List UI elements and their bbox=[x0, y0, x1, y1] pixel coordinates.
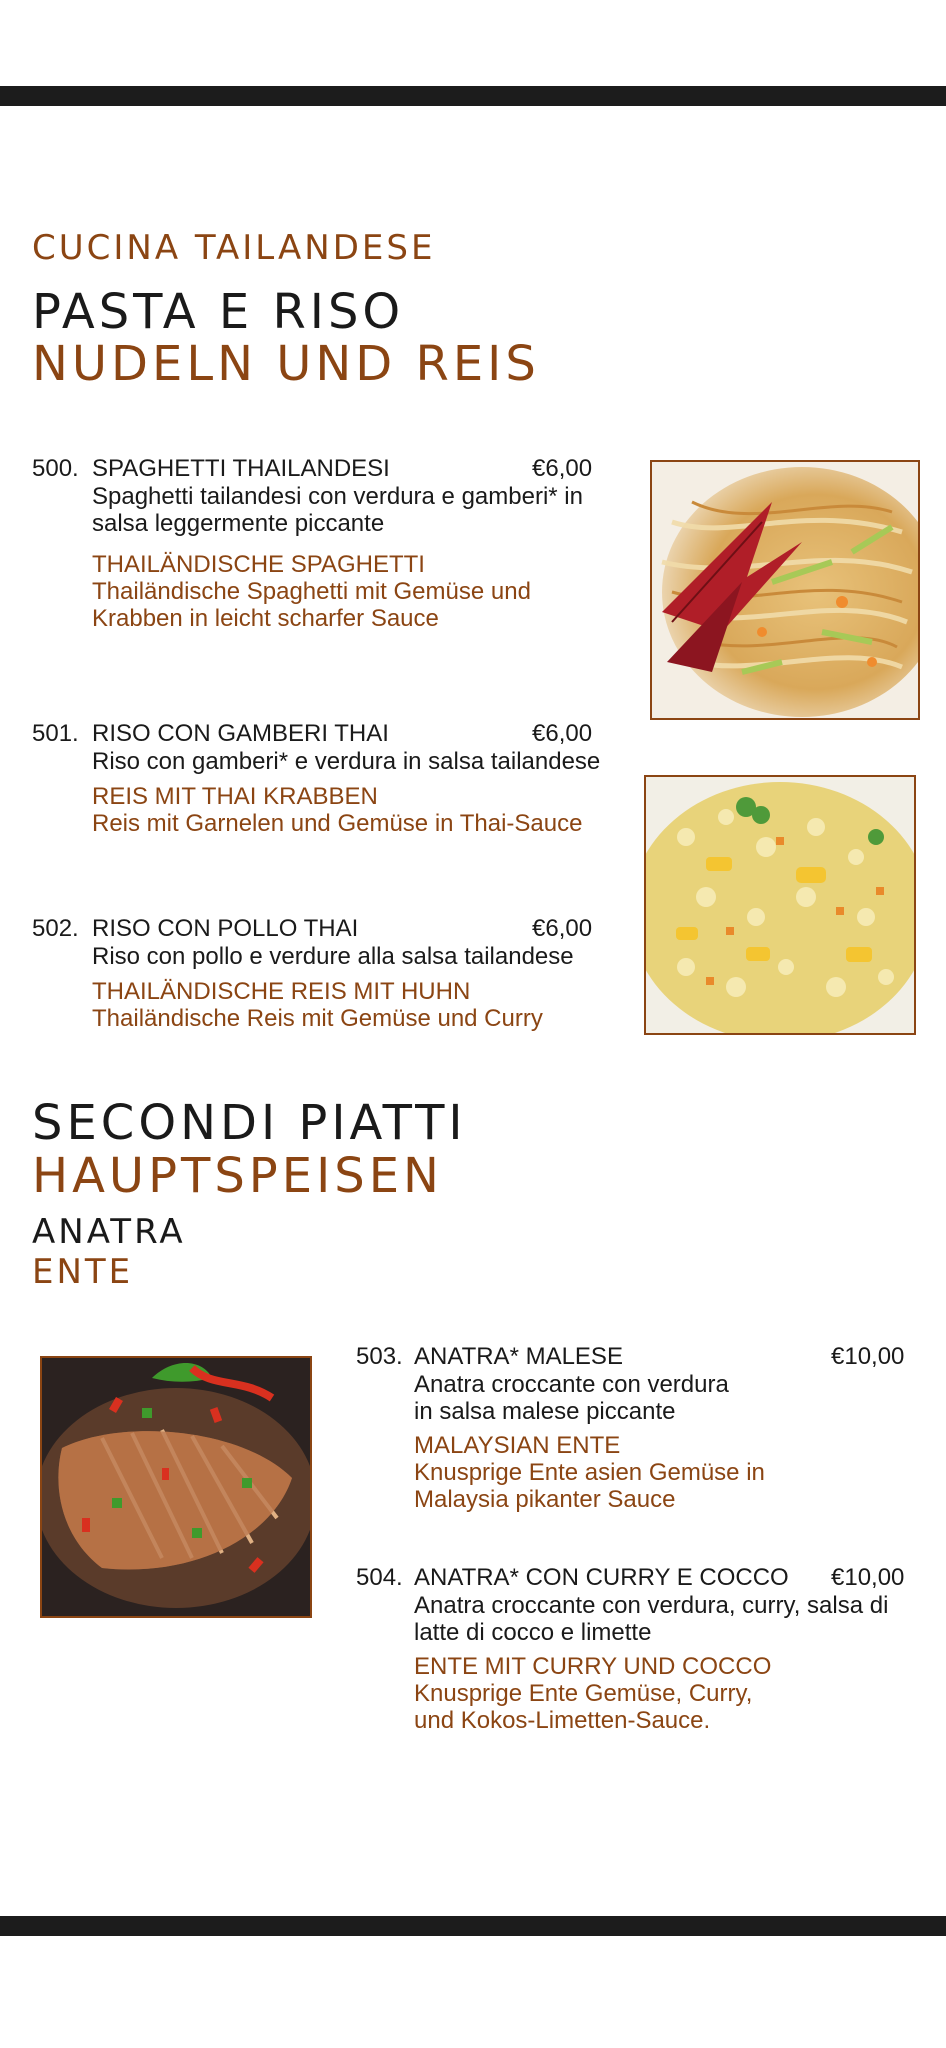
item-desc-de: Malaysia pikanter Sauce bbox=[414, 1486, 676, 1513]
fried-rice-illustration bbox=[646, 777, 914, 1033]
item-price: €6,00 bbox=[532, 455, 593, 482]
subsection-de: ENTE bbox=[32, 1252, 134, 1292]
item-desc-it: Riso con gamberi* e verdura in salsa tailandese bbox=[92, 748, 601, 775]
fried-rice-photo bbox=[644, 775, 916, 1035]
item-desc-it: in salsa malese piccante bbox=[414, 1398, 676, 1425]
item-title-de: ENTE MIT CURRY UND COCCO bbox=[414, 1653, 772, 1680]
item-desc-de: Thailändische Spaghetti mit Gemüse und bbox=[92, 578, 531, 605]
menu-item-502 bbox=[32, 915, 632, 1035]
item-title-de: THAILÄNDISCHE SPAGHETTI bbox=[92, 551, 425, 578]
item-price: €10,00 bbox=[831, 1564, 905, 1591]
item-desc-de: Krabben in leicht scharfer Sauce bbox=[92, 605, 439, 632]
item-desc-de: Thailändische Reis mit Gemüse und Curry bbox=[92, 1005, 543, 1032]
item-name: SPAGHETTI THAILANDESI bbox=[92, 455, 390, 482]
item-number: 503. bbox=[356, 1343, 403, 1370]
item-name: RISO CON POLLO THAI bbox=[92, 915, 359, 942]
secondi-title-de: HAUPTSPEISEN bbox=[32, 1148, 443, 1204]
item-name: ANATRA* MALESE bbox=[414, 1343, 623, 1370]
menu-item-503 bbox=[356, 1343, 926, 1523]
secondi-title-it: SECONDI PIATTI bbox=[32, 1095, 467, 1151]
item-name: ANATRA* CON CURRY E COCCO bbox=[414, 1564, 789, 1591]
item-desc-de: Reis mit Garnelen und Gemüse in Thai-Sauce bbox=[92, 810, 583, 837]
item-number: 504. bbox=[356, 1564, 403, 1591]
item-number: 501. bbox=[32, 720, 79, 747]
item-number: 500. bbox=[32, 455, 79, 482]
top-divider-bar bbox=[0, 86, 946, 106]
noodles-photo bbox=[650, 460, 920, 720]
item-title-de: THAILÄNDISCHE REIS MIT HUHN bbox=[92, 978, 471, 1005]
section-title-de: NUDELN UND REIS bbox=[32, 336, 540, 392]
subsection-it: ANATRA bbox=[32, 1212, 186, 1252]
menu-item-501 bbox=[32, 720, 632, 840]
item-desc-it: Riso con pollo e verdure alla salsa tailandese bbox=[92, 943, 574, 970]
item-desc-de: Knusprige Ente Gemüse, Curry, bbox=[414, 1680, 753, 1707]
item-price: €6,00 bbox=[532, 915, 593, 942]
duck-photo bbox=[40, 1356, 312, 1618]
bottom-divider-bar bbox=[0, 1916, 946, 1936]
section-title-it: PASTA E RISO bbox=[32, 284, 405, 340]
menu-item-504 bbox=[356, 1564, 926, 1744]
item-number: 502. bbox=[32, 915, 79, 942]
item-desc-it: Spaghetti tailandesi con verdura e gamberi* in bbox=[92, 483, 583, 510]
item-title-de: REIS MIT THAI KRABBEN bbox=[92, 783, 378, 810]
cuisine-label: CUCINA TAILANDESE bbox=[32, 228, 436, 268]
item-desc-it: salsa leggermente piccante bbox=[92, 510, 385, 537]
item-desc-de: Knusprige Ente asien Gemüse in bbox=[414, 1459, 765, 1486]
item-title-de: MALAYSIAN ENTE bbox=[414, 1432, 621, 1459]
item-desc-it: Anatra croccante con verdura, curry, salsa di bbox=[414, 1592, 889, 1619]
item-price: €6,00 bbox=[532, 720, 593, 747]
item-desc-it: Anatra croccante con verdura bbox=[414, 1371, 729, 1398]
menu-item-500 bbox=[32, 455, 612, 635]
noodles-illustration bbox=[652, 462, 918, 718]
item-name: RISO CON GAMBERI THAI bbox=[92, 720, 389, 747]
item-desc-it: latte di cocco e limette bbox=[414, 1619, 652, 1646]
item-desc-de: und Kokos-Limetten-Sauce. bbox=[414, 1707, 711, 1734]
duck-illustration bbox=[42, 1358, 310, 1616]
item-price: €10,00 bbox=[831, 1343, 905, 1370]
